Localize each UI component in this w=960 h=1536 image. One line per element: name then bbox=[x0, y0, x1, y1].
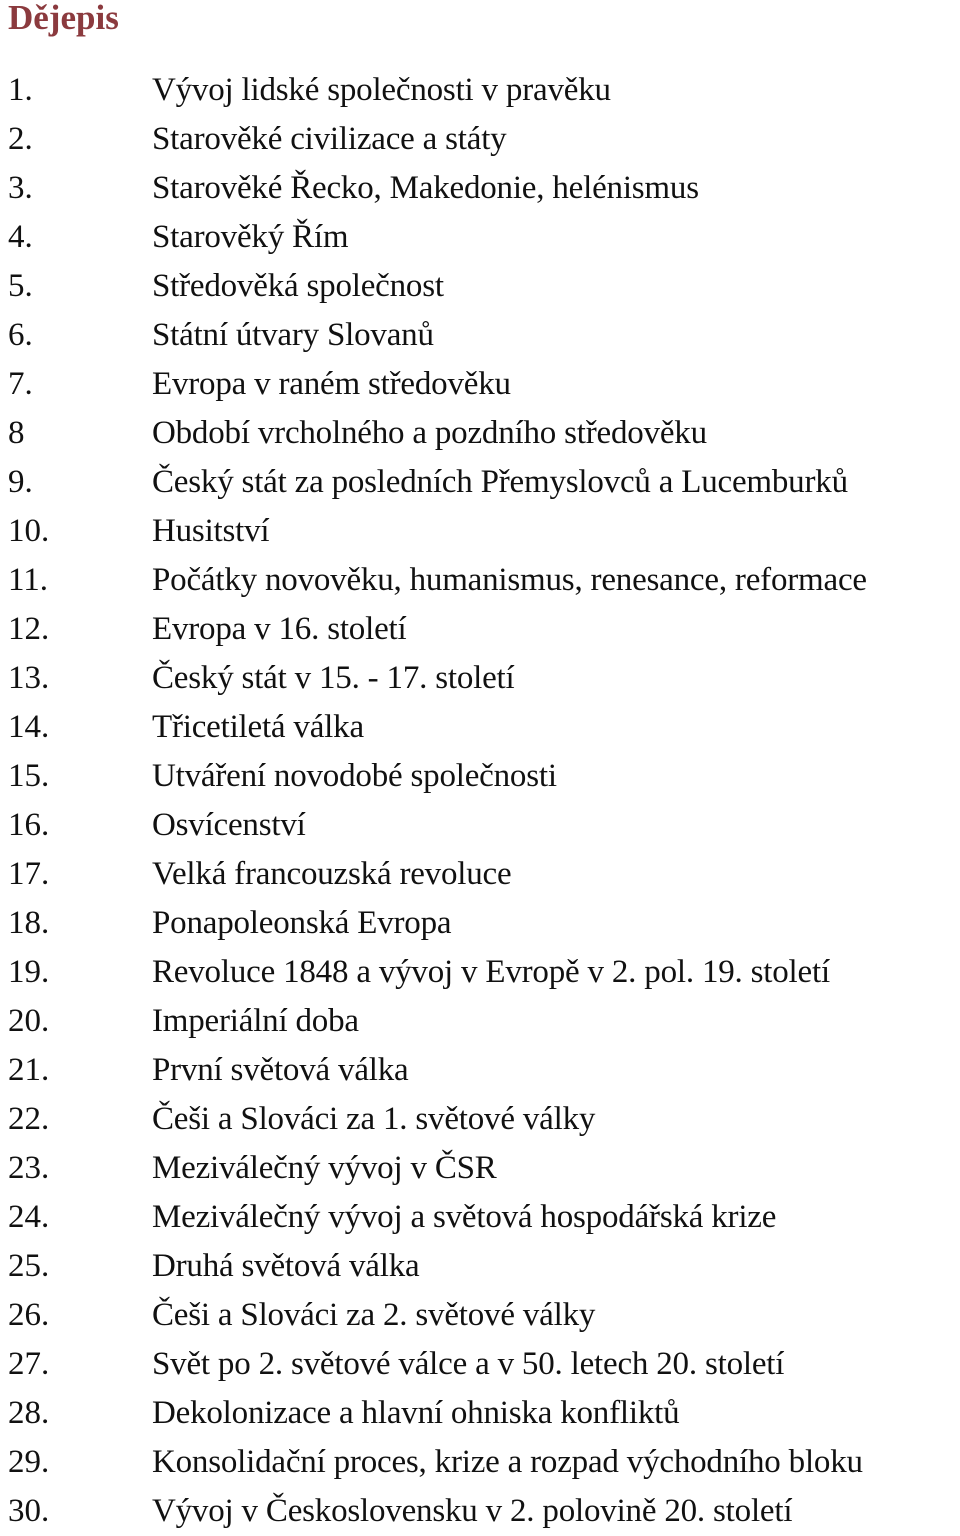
topic-number: 9. bbox=[8, 464, 33, 500]
topic-number: 15. bbox=[8, 758, 50, 794]
topic-title: Utváření novodobé společnosti bbox=[152, 758, 557, 794]
topic-number: 7. bbox=[8, 366, 33, 402]
list-item bbox=[0, 115, 960, 164]
topic-title: Státní útvary Slovanů bbox=[152, 317, 434, 353]
topic-title: Dekolonizace a hlavní ohniska konfliktů bbox=[152, 1395, 680, 1431]
topic-number: 27. bbox=[8, 1346, 50, 1382]
topic-number: 5. bbox=[8, 268, 33, 304]
list-item bbox=[0, 752, 960, 801]
topic-title: Imperiální doba bbox=[152, 1003, 359, 1039]
topic-title: Meziválečný vývoj v ČSR bbox=[152, 1150, 497, 1186]
topic-title: Starověký Řím bbox=[152, 219, 349, 255]
list-item bbox=[0, 605, 960, 654]
topic-number: 17. bbox=[8, 856, 50, 892]
topic-title: Osvícenství bbox=[152, 807, 306, 843]
list-item bbox=[0, 507, 960, 556]
list-item bbox=[0, 850, 960, 899]
topic-number: 13. bbox=[8, 660, 50, 696]
topic-title: Český stát za posledních Přemyslovců a Lucemburků bbox=[152, 464, 848, 500]
topic-title: Husitství bbox=[152, 513, 270, 549]
list-item bbox=[0, 997, 960, 1046]
topic-number: 16. bbox=[8, 807, 50, 843]
list-item bbox=[0, 1046, 960, 1095]
list-item bbox=[0, 1144, 960, 1193]
topic-number: 25. bbox=[8, 1248, 50, 1284]
topic-number: 4. bbox=[8, 219, 33, 255]
topic-number: 8 bbox=[8, 415, 25, 451]
list-item bbox=[0, 1487, 960, 1536]
list-item bbox=[0, 1389, 960, 1438]
topic-title: Meziválečný vývoj a světová hospodářská krize bbox=[152, 1199, 777, 1235]
topic-title: Počátky novověku, humanismus, renesance, reformace bbox=[152, 562, 867, 598]
list-item bbox=[0, 703, 960, 752]
page-title: Dějepis bbox=[8, 0, 119, 37]
topic-title: Velká francouzská revoluce bbox=[152, 856, 512, 892]
list-item bbox=[0, 360, 960, 409]
list-item bbox=[0, 1242, 960, 1291]
list-item bbox=[0, 556, 960, 605]
topic-title: Druhá světová válka bbox=[152, 1248, 420, 1284]
topic-number: 24. bbox=[8, 1199, 50, 1235]
topic-number: 6. bbox=[8, 317, 33, 353]
list-item bbox=[0, 1291, 960, 1340]
topic-title: Ponapoleonská Evropa bbox=[152, 905, 452, 941]
topic-title: Období vrcholného a pozdního středověku bbox=[152, 415, 707, 451]
topic-number: 22. bbox=[8, 1101, 50, 1137]
topic-title: Evropa v raném středověku bbox=[152, 366, 511, 402]
topic-number: 11. bbox=[8, 562, 49, 598]
topic-title: Třicetiletá válka bbox=[152, 709, 364, 745]
list-item bbox=[0, 311, 960, 360]
topic-title: Češi a Slováci za 2. světové války bbox=[152, 1297, 596, 1333]
list-item bbox=[0, 458, 960, 507]
topic-number: 18. bbox=[8, 905, 50, 941]
list-item bbox=[0, 1340, 960, 1389]
list-item bbox=[0, 1438, 960, 1487]
topic-number: 23. bbox=[8, 1150, 50, 1186]
topic-number: 3. bbox=[8, 170, 33, 206]
list-item bbox=[0, 409, 960, 458]
topic-title: Starověké civilizace a státy bbox=[152, 121, 507, 157]
topic-title: Konsolidační proces, krize a rozpad východního bloku bbox=[152, 1444, 863, 1480]
topic-number: 26. bbox=[8, 1297, 50, 1333]
list-item bbox=[0, 899, 960, 948]
topic-title: Revoluce 1848 a vývoj v Evropě v 2. pol. 19. století bbox=[152, 954, 830, 990]
list-item bbox=[0, 164, 960, 213]
topic-number: 12. bbox=[8, 611, 50, 647]
topic-title: Češi a Slováci za 1. světové války bbox=[152, 1101, 596, 1137]
list-item bbox=[0, 801, 960, 850]
topic-number: 21. bbox=[8, 1052, 50, 1088]
list-item bbox=[0, 948, 960, 997]
topic-number: 29. bbox=[8, 1444, 50, 1480]
list-item bbox=[0, 1193, 960, 1242]
topic-title: Evropa v 16. století bbox=[152, 611, 407, 647]
list-item bbox=[0, 654, 960, 703]
topic-title: Středověká společnost bbox=[152, 268, 444, 304]
list-item bbox=[0, 1095, 960, 1144]
topic-title: Český stát v 15. - 17. století bbox=[152, 660, 515, 696]
topic-list bbox=[0, 66, 960, 1536]
topic-number: 28. bbox=[8, 1395, 50, 1431]
topic-title: První světová válka bbox=[152, 1052, 409, 1088]
topic-number: 14. bbox=[8, 709, 50, 745]
topic-number: 30. bbox=[8, 1493, 50, 1529]
list-item bbox=[0, 262, 960, 311]
topic-number: 2. bbox=[8, 121, 33, 157]
topic-title: Starověké Řecko, Makedonie, helénismus bbox=[152, 170, 699, 206]
topic-title: Vývoj v Československu v 2. polovině 20. století bbox=[152, 1493, 793, 1529]
list-item bbox=[0, 66, 960, 115]
topic-number: 1. bbox=[8, 72, 33, 108]
topic-number: 20. bbox=[8, 1003, 50, 1039]
topic-number: 19. bbox=[8, 954, 50, 990]
topic-number: 10. bbox=[8, 513, 50, 549]
topic-title: Vývoj lidské společnosti v pravěku bbox=[152, 72, 611, 108]
topic-title: Svět po 2. světové válce a v 50. letech 20. století bbox=[152, 1346, 785, 1382]
list-item bbox=[0, 213, 960, 262]
